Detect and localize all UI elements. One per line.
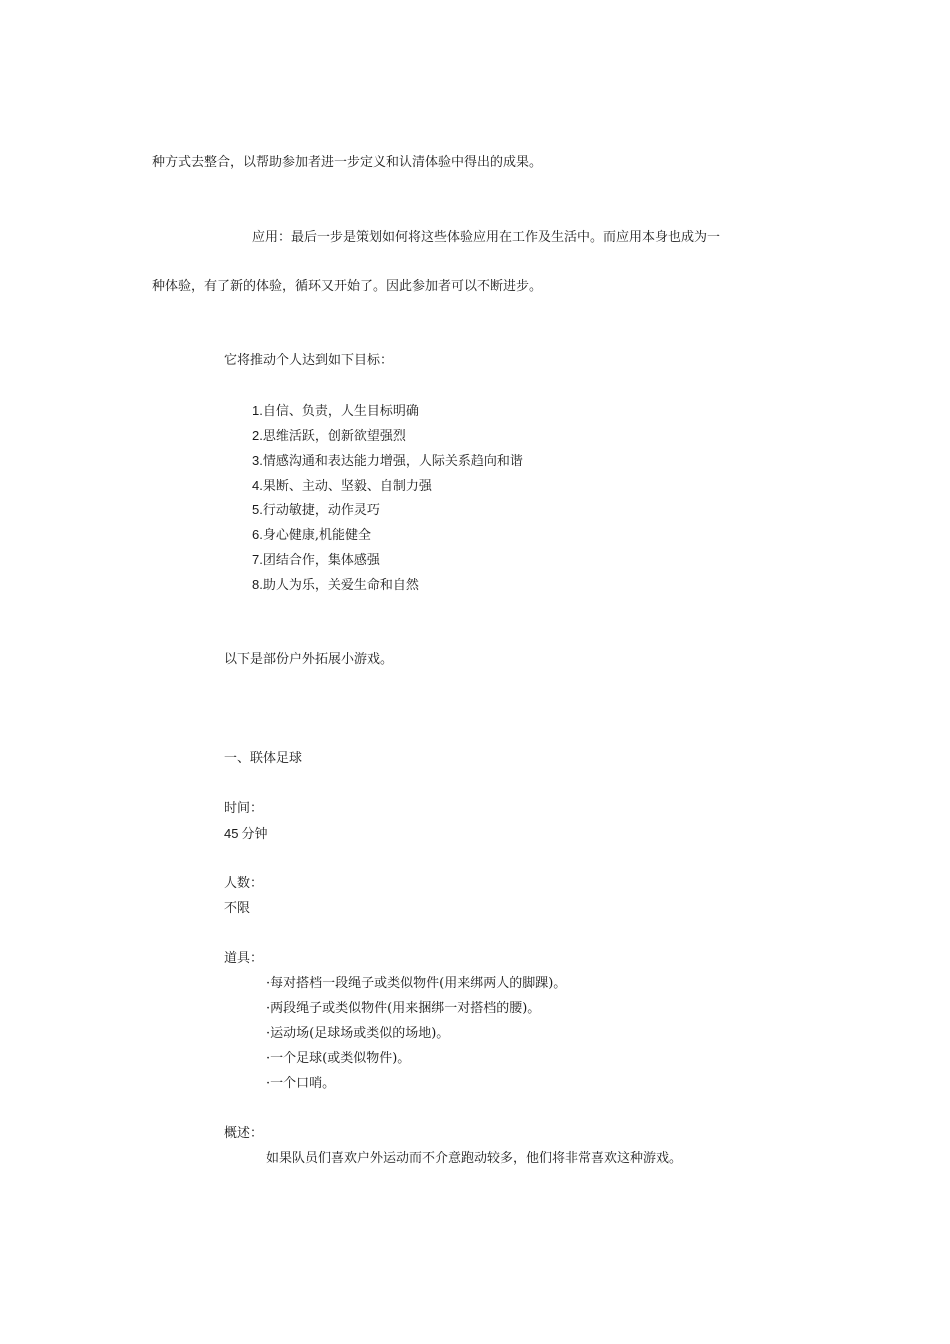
games-intro: 以下是部份户外拓展小游戏。 <box>224 652 394 667</box>
goal-item: 6.身心健康,机能健全 <box>252 527 371 543</box>
summary-text: 如果队员们喜欢户外运动而不介意跑动较多，他们将非常喜欢这种游戏。 <box>266 1151 683 1166</box>
goal-item: 5.行动敏捷，动作灵巧 <box>252 502 380 518</box>
paragraph-integration-tail: 种方式去整合，以帮助参加者进一步定义和认清体验中得出的成果。 <box>152 155 543 170</box>
time-label: 时间： <box>224 801 264 816</box>
goal-item: 1.自信、负责，人生目标明确 <box>252 403 419 419</box>
prop-item: ·两段绳子或类似物件(用来捆绑一对搭档的腰)。 <box>266 1001 541 1016</box>
goal-item: 4.果断、主动、坚毅、自制力强 <box>252 478 432 494</box>
goal-item: 3.情感沟通和表达能力增强，人际关系趋向和谐 <box>252 453 523 469</box>
prop-item: ·运动场(足球场或类似的场地)。 <box>266 1026 450 1041</box>
time-value: 45 分钟 <box>224 826 268 842</box>
goal-item: 8.助人为乐，关爱生命和自然 <box>252 577 419 593</box>
goal-item: 7.团结合作，集体感强 <box>252 552 380 568</box>
props-label: 道具： <box>224 951 264 966</box>
summary-label: 概述： <box>224 1126 264 1141</box>
paragraph-application-line2: 种体验，有了新的体验，循环又开始了。因此参加者可以不断进步。 <box>152 279 543 294</box>
prop-item: ·一个足球(或类似物件)。 <box>266 1051 411 1066</box>
people-value: 不限 <box>224 901 251 916</box>
goals-heading: 它将推动个人达到如下目标： <box>224 353 394 368</box>
prop-item: ·每对搭档一段绳子或类似物件(用来绑两人的脚踝)。 <box>266 976 567 991</box>
people-label: 人数： <box>224 876 264 891</box>
paragraph-application-line1: 应用：最后一步是策划如何将这些体验应用在工作及生活中。而应用本身也成为一 <box>252 230 721 245</box>
prop-item: ·一个口哨。 <box>266 1076 336 1091</box>
goal-item: 2.思维活跃，创新欲望强烈 <box>252 428 406 444</box>
game-title: 一、联体足球 <box>224 751 303 766</box>
